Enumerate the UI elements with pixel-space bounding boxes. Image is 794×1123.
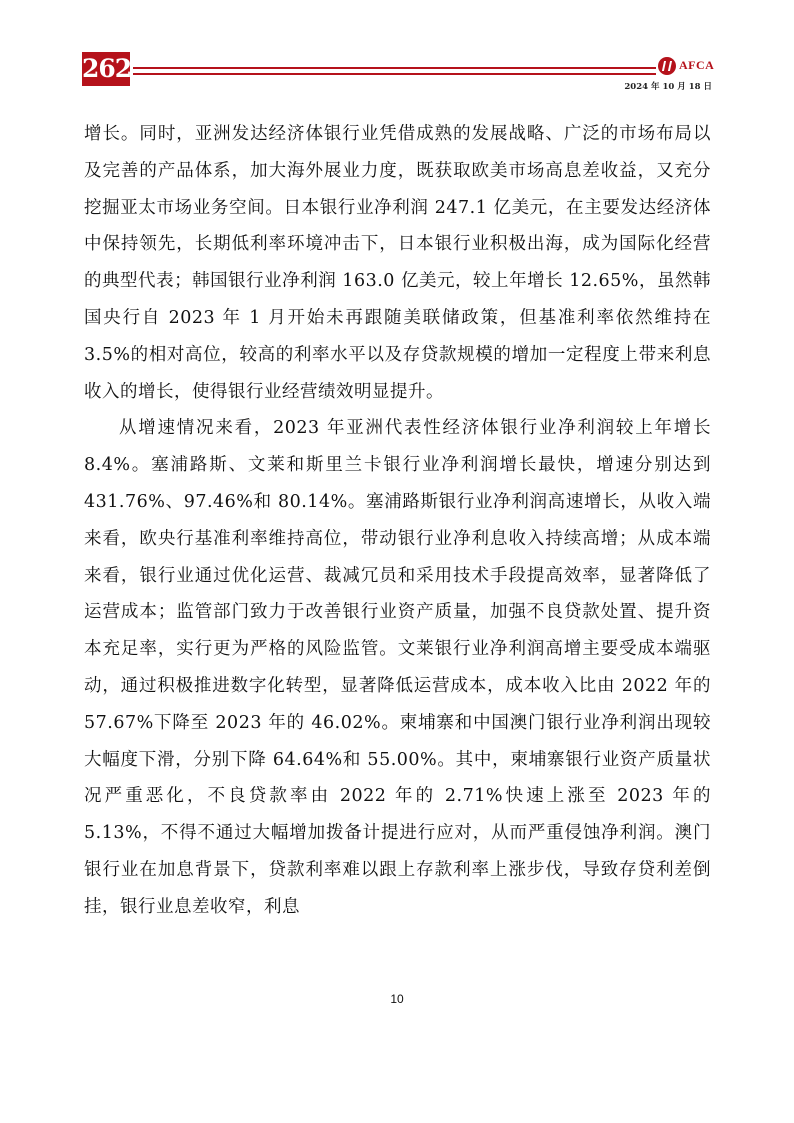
header-rule-bottom <box>133 73 656 75</box>
afca-logo-icon <box>658 57 676 75</box>
page-number: 10 <box>390 992 404 1006</box>
body-text <box>84 116 711 926</box>
paragraph-2: 从增速情况来看，2023 年亚洲代表性经济体银行业净利润较上年增长 8.4%。塞浦路斯、文莱和斯里兰卡银行业净利润增长最快，增速分别达到 431.76%、97.46%和 80.14%。塞浦路斯银行业净利润高速增长，从收入端来看，欧央行基准利率维持高位，带动银行业净利息收入持续高增；从成本端来看，银行业通过优化运营、裁减冗员和采用技术手段提高效率，显著降低了运营成本；监管部门致力于改善银行业资产质量，加强不良贷款处置、提升资本充足率，实行更为严格的风险监管。文莱银行业净利润高增主要受成本端驱动，通过积极推进数字化转型，显著降低运营成本，成本收入比由 2022 年的 57.67%下降至 2023 年的 46.02%。柬埔寨和中国澳门银行业净利润出现较大幅度下滑，分别下降 64.64%和 55.00%。其中，柬埔寨银行业资产质量状况严重恶化，不良贷款率由 2022 年的 2.71%快速上涨至 2023 年的 5.13%，不得不通过大幅增加拨备计提进行应对，从而严重侵蚀净利润。澳门银行业在加息背景下，贷款利率难以跟上存款利率上涨步伐，导致存贷利差倒挂，银行业息差收窄，利息 <box>84 418 711 917</box>
afca-logo <box>658 57 714 77</box>
header-date: 2024 年 10 月 18 日 <box>624 82 712 92</box>
paragraph-1: 增长。同时，亚洲发达经济体银行业凭借成熟的发展战略、广泛的市场布局以及完善的产品体系，加大海外展业力度，既获取欧美市场高息差收益，又充分挖掘亚太市场业务空间。日本银行业净利润 247.1 亿美元，在主要发达经济体中保持领先，长期低利率环境冲击下，日本银行业积极出海，成为国际化经营的典型代表；韩国银行业净利润 163.0 亿美元，较上年增长 12.65%，虽然韩国央行自 2023 年 1 月开始未再跟随美联储政策，但基准利率依然维持在 3.5%的相对高位，较高的利率水平以及存贷款规模的增加一定程度上带来利息收入的增长，使得银行业经营绩效明显提升。 <box>84 124 711 402</box>
logo-text: AFCA <box>679 58 715 72</box>
issue-number-badge: 262 <box>82 52 130 86</box>
page-header <box>0 0 794 100</box>
header-rule-top <box>133 67 656 69</box>
